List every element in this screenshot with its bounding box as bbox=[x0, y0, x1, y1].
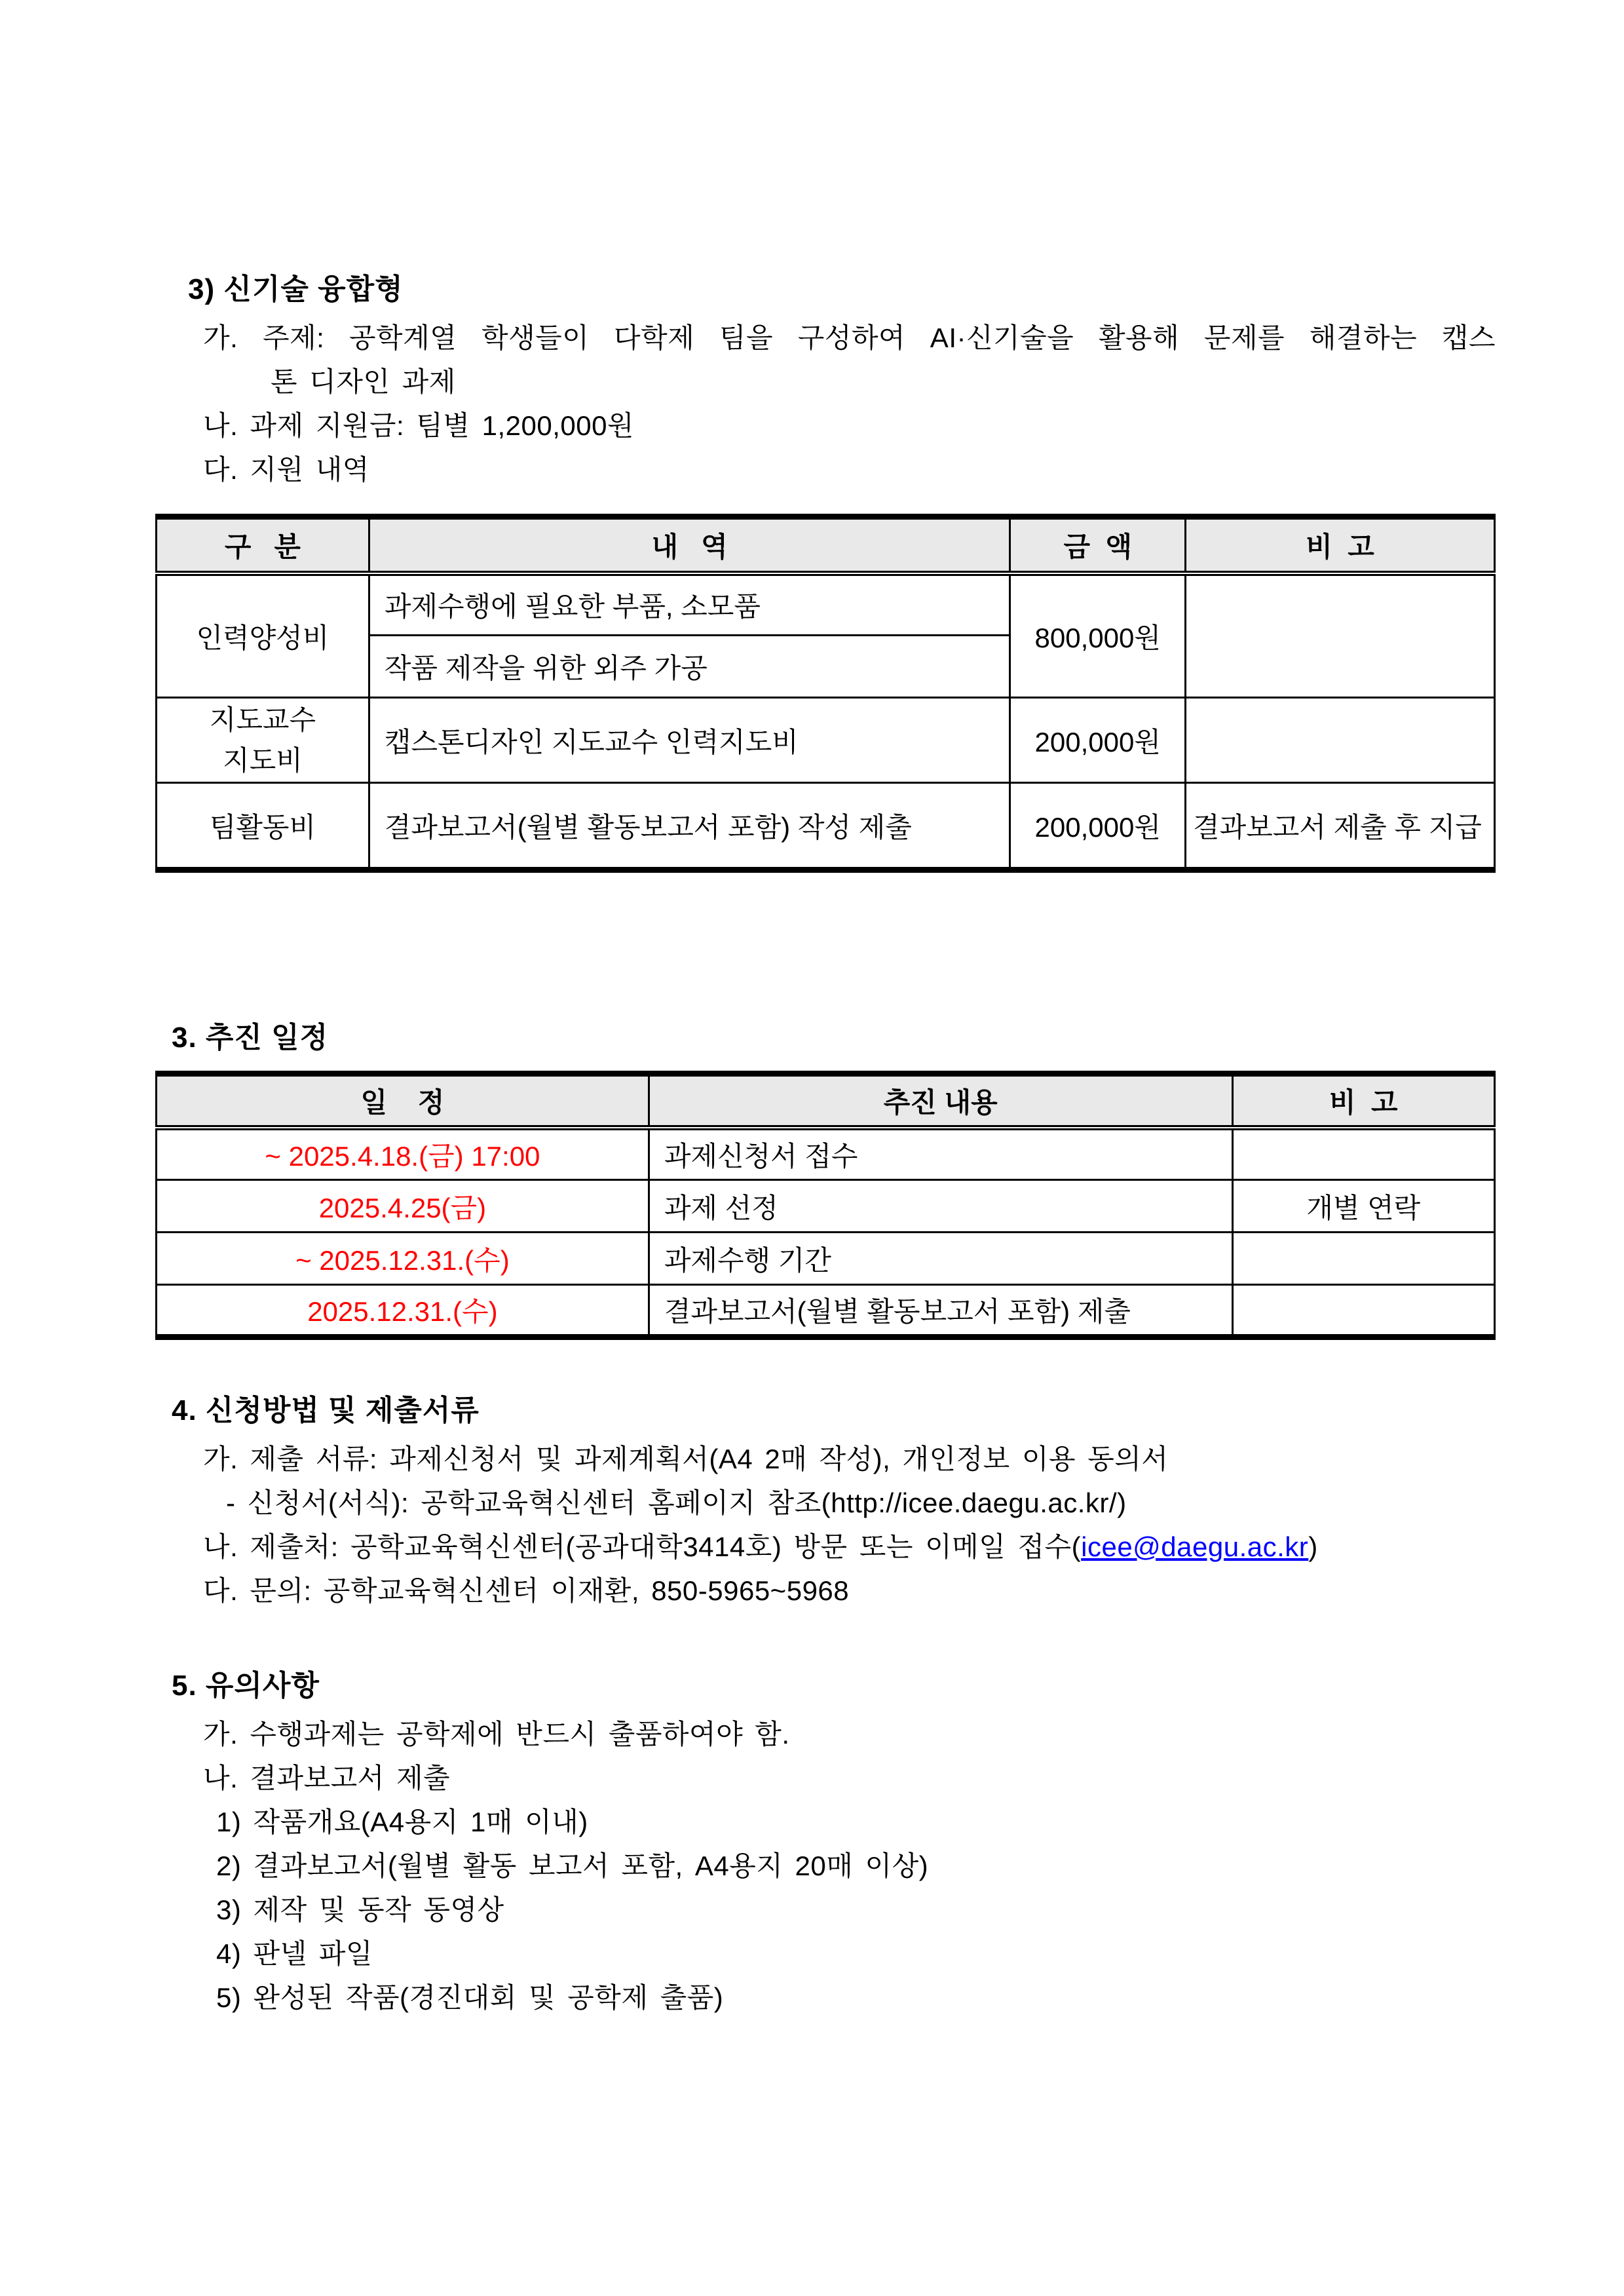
cell-item-team: 결과보고서(월별 활동보고서 포함) 작성 제출 bbox=[369, 783, 1010, 870]
cell-amount-advisor: 200,000원 bbox=[1010, 698, 1186, 783]
schedule-table bbox=[155, 1071, 1496, 1340]
table-row bbox=[157, 1180, 1495, 1233]
header-category: 구 분 bbox=[157, 517, 369, 573]
cell-item-outsourcing: 작품 제작을 위한 외주 가공 bbox=[369, 636, 1010, 698]
cell-item-advisor: 캡스톤디자인 지도교수 인력지도비 bbox=[369, 698, 1010, 783]
notes-heading: 5. 유의사항 bbox=[172, 1670, 320, 1702]
cell-schedule-date: 2025.4.25(금) bbox=[157, 1180, 649, 1233]
cell-category-manpower: 인력양성비 bbox=[157, 573, 369, 698]
schedule-heading: 3. 추진 일정 bbox=[172, 1022, 329, 1054]
cell-note-team: 결과보고서 제출 후 지급 bbox=[1186, 783, 1495, 870]
notes-subitem-work: 5) 완성된 작품(경진대회 및 공학제 출품) bbox=[216, 1982, 724, 2013]
cell-schedule-content: 결과보고서(월별 활동보고서 포함) 제출 bbox=[649, 1285, 1232, 1337]
notes-subitem-panel: 4) 판넬 파일 bbox=[216, 1938, 373, 1969]
header-content: 추진 내용 bbox=[649, 1074, 1232, 1128]
cell-schedule-content: 과제 선정 bbox=[649, 1180, 1232, 1233]
submit-line-suffix: ) bbox=[1308, 1531, 1318, 1562]
notes-subitem-overview: 1) 작품개요(A4용지 1매 이내) bbox=[216, 1807, 588, 1837]
cell-schedule-content: 과제수행 기간 bbox=[649, 1233, 1232, 1285]
cell-category-advisor bbox=[157, 698, 369, 783]
header-note: 비 고 bbox=[1232, 1074, 1494, 1128]
cell-category-advisor-line1: 지도교수 bbox=[209, 704, 316, 735]
table-row bbox=[157, 698, 1495, 783]
cell-schedule-date: ~ 2025.4.18.(금) 17:00 bbox=[157, 1128, 649, 1180]
document-content bbox=[155, 0, 1496, 2019]
detail-line: 다. 지원 내역 bbox=[203, 454, 369, 485]
notes-subitem-video: 3) 제작 및 동작 동영상 bbox=[216, 1894, 504, 1925]
notes-item-exhibit: 가. 수행과제는 공학제에 반드시 출품하여야 함. bbox=[203, 1719, 790, 1750]
cell-note-manpower bbox=[1186, 573, 1495, 698]
cell-schedule-note bbox=[1232, 1233, 1494, 1285]
cell-category-advisor-line2: 지도비 bbox=[223, 744, 303, 776]
support-details-table bbox=[155, 514, 1496, 873]
support-type-heading: 3) 신기술 융합형 bbox=[188, 273, 404, 305]
table-row bbox=[157, 1233, 1495, 1285]
cell-schedule-note bbox=[1232, 1285, 1494, 1337]
header-amount: 금 액 bbox=[1010, 517, 1186, 573]
application-heading: 4. 신청방법 및 제출서류 bbox=[172, 1394, 480, 1426]
table-row bbox=[157, 1128, 1495, 1180]
cell-category-team: 팀활동비 bbox=[157, 783, 369, 870]
application-item-documents: 가. 제출 서류: 과제신청서 및 과제계획서(A4 2매 작성), 개인정보 이용 동의서 bbox=[203, 1444, 1169, 1474]
cell-amount-manpower: 800,000원 bbox=[1010, 573, 1186, 698]
cell-schedule-content: 과제신청서 접수 bbox=[649, 1128, 1232, 1180]
cell-item-parts: 과제수행에 필요한 부품, 소모품 bbox=[369, 573, 1010, 636]
cell-note-advisor bbox=[1186, 698, 1495, 783]
application-item-submit bbox=[203, 1525, 1496, 1569]
application-item-form: - 신청서(서식): 공학교육혁신센터 홈페이지 참조(http://icee.daegu.ac.kr/) bbox=[226, 1487, 1127, 1518]
table-header-row bbox=[157, 517, 1495, 573]
header-date: 일 정 bbox=[157, 1074, 649, 1128]
table-row bbox=[157, 783, 1495, 870]
topic-line-2: 톤 디자인 과제 bbox=[271, 366, 456, 397]
header-note: 비 고 bbox=[1186, 517, 1495, 573]
table-row bbox=[157, 1285, 1495, 1337]
cell-schedule-note bbox=[1232, 1128, 1494, 1180]
cell-amount-team: 200,000원 bbox=[1010, 783, 1186, 870]
table-row bbox=[157, 573, 1495, 636]
table-header-row bbox=[157, 1074, 1495, 1128]
topic-line-1: 가. 주제: 공학계열 학생들이 다학제 팀을 구성하여 AI·신기술을 활용해 문제를 해결하는 캡스 bbox=[203, 322, 1496, 353]
notes-item-report: 나. 결과보고서 제출 bbox=[203, 1763, 451, 1793]
submit-line-prefix: 나. 제출처: 공학교육혁신센터(공과대학3414호) 방문 또는 이메일 접수( bbox=[203, 1531, 1082, 1562]
email-link[interactable]: icee@daegu.ac.kr bbox=[1081, 1531, 1309, 1562]
cell-schedule-note: 개별 연락 bbox=[1232, 1180, 1494, 1233]
application-item-contact: 다. 문의: 공학교육혁신센터 이재환, 850-5965~5968 bbox=[203, 1575, 850, 1606]
grant-line: 나. 과제 지원금: 팀별 1,200,000원 bbox=[203, 410, 635, 441]
cell-schedule-date: ~ 2025.12.31.(수) bbox=[157, 1233, 649, 1285]
notes-subitem-report: 2) 결과보고서(월별 활동 보고서 포함, A4용지 20매 이상) bbox=[216, 1850, 929, 1881]
header-item: 내 역 bbox=[369, 517, 1010, 573]
cell-schedule-date: 2025.12.31.(수) bbox=[157, 1285, 649, 1337]
